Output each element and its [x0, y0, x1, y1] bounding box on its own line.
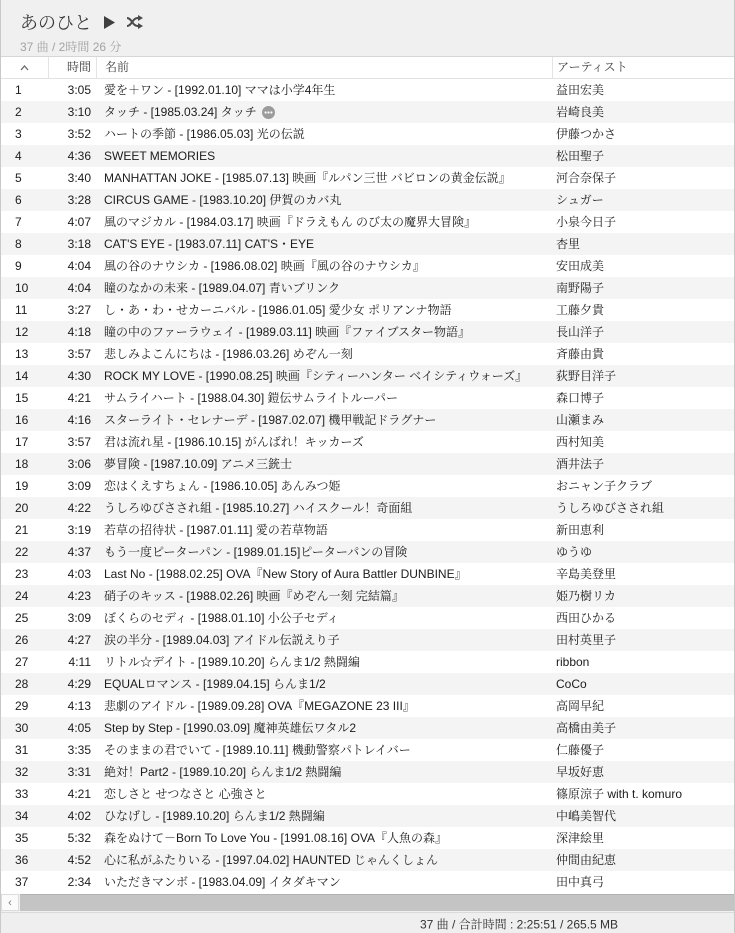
- row-number: 25: [15, 611, 29, 625]
- table-row[interactable]: [1, 541, 734, 563]
- row-time: 4:03: [67, 567, 91, 581]
- row-number: 5: [15, 171, 22, 185]
- row-artist: 小泉今日子: [556, 215, 617, 229]
- row-time: 4:22: [67, 501, 91, 515]
- table-row[interactable]: [1, 233, 734, 255]
- row-time: 3:52: [67, 127, 91, 141]
- shuffle-icon: [126, 15, 145, 29]
- scroll-left-button[interactable]: ‹: [1, 894, 19, 911]
- row-number: 36: [15, 853, 29, 867]
- row-number: 19: [15, 479, 29, 493]
- row-artist: 岩崎良美: [556, 105, 605, 119]
- row-artist: 益田宏美: [556, 83, 605, 97]
- row-number: 30: [15, 721, 29, 735]
- row-number: 11: [15, 303, 28, 317]
- row-artist: おニャン子クラブ: [556, 479, 653, 493]
- scrollbar-thumb[interactable]: [20, 894, 734, 911]
- table-row[interactable]: [1, 409, 734, 431]
- row-time: 4:02: [67, 809, 91, 823]
- row-artist: 西田ひかる: [556, 611, 617, 625]
- row-name: CAT'S EYE - [1983.07.11] CAT'S・EYE: [104, 237, 315, 251]
- sort-ascending-icon: [20, 65, 29, 71]
- table-row[interactable]: [1, 475, 734, 497]
- play-icon: [102, 15, 116, 30]
- row-name: EQUALロマンス - [1989.04.15] らんま1/2: [104, 677, 326, 691]
- row-artist: 工藤夕貴: [556, 303, 605, 317]
- row-number: 26: [15, 633, 29, 647]
- row-time: 3:35: [67, 743, 91, 757]
- row-artist: 河合奈保子: [556, 171, 617, 185]
- table-row[interactable]: [1, 431, 734, 453]
- row-time: 4:07: [67, 215, 91, 229]
- table-row[interactable]: [1, 739, 734, 761]
- row-artist: 山瀬まみ: [556, 413, 605, 427]
- column-header-artist[interactable]: アーティスト: [552, 57, 734, 78]
- row-time: 3:31: [67, 765, 91, 779]
- table-row[interactable]: [1, 211, 734, 233]
- row-name: 絶対！Part2 - [1989.10.20] らんま1/2 熱闘編: [104, 765, 342, 779]
- row-name: 涙の半分 - [1989.04.03] アイドル伝説えり子: [104, 633, 340, 647]
- row-name: うしろゆびさされ組 - [1985.10.27] ハイスクール！奇面組: [104, 501, 413, 515]
- row-name: SWEET MEMORIES: [104, 149, 216, 163]
- table-row[interactable]: [1, 387, 734, 409]
- row-artist: 姫乃樹リカ: [556, 589, 616, 603]
- table-header: [1, 57, 734, 79]
- row-artist: シュガー: [556, 193, 604, 207]
- row-time: 4:16: [67, 413, 91, 427]
- row-number: 12: [15, 325, 29, 339]
- row-artist: 田中真弓: [556, 875, 605, 889]
- row-name: ROCK MY LOVE - [1990.08.25] 映画『シティーハンター ベイシティウォーズ』: [104, 369, 528, 383]
- row-name: サムライハート - [1988.04.30] 鎧伝サムライトルーパー: [104, 391, 398, 405]
- row-artist: 南野陽子: [556, 281, 605, 295]
- row-time: 4:29: [67, 677, 91, 691]
- row-number: 31: [15, 743, 29, 757]
- row-name: 心に私がふたりいる - [1997.04.02] HAUNTED じゃんくしょん: [104, 853, 439, 867]
- playlist-summary: 37 曲 / 2時間 26 分: [20, 40, 122, 54]
- row-name: 夢冒険 - [1987.10.09] アニメ三銃士: [104, 457, 293, 471]
- row-time: 3:05: [67, 83, 91, 97]
- row-artist: 荻野目洋子: [556, 369, 617, 383]
- row-time: 4:27: [67, 633, 91, 647]
- row-number: 23: [15, 567, 29, 581]
- row-name: 君は流れ星 - [1986.10.15] がんばれ！キッカーズ: [104, 435, 364, 449]
- row-name: Last No - [1988.02.25] OVA『New Story of Aura Battler DUNBINE』: [104, 567, 467, 581]
- row-artist: 仲間由紀恵: [556, 853, 617, 867]
- table-row[interactable]: [1, 871, 734, 893]
- row-artist: 長山洋子: [556, 325, 605, 339]
- table-row[interactable]: [1, 761, 734, 783]
- row-number: 2: [15, 105, 22, 119]
- row-time: 4:11: [68, 655, 91, 669]
- row-number: 33: [15, 787, 29, 801]
- row-number: 21: [15, 523, 29, 537]
- row-name: 森をぬけて－Born To Love You - [1991.08.16] OVA『人魚の森』: [104, 831, 448, 845]
- row-artist: CoCo: [556, 677, 587, 691]
- row-time: 2:34: [67, 875, 91, 889]
- row-number: 10: [15, 281, 29, 295]
- row-time: 3:40: [67, 171, 91, 185]
- row-time: 5:32: [67, 831, 91, 845]
- table-row[interactable]: [1, 123, 734, 145]
- row-time: 4:36: [67, 149, 91, 163]
- table-row[interactable]: [1, 453, 734, 475]
- row-time: 3:57: [67, 435, 91, 449]
- row-artist: 辛島美登里: [556, 567, 617, 581]
- table-row[interactable]: [1, 167, 734, 189]
- row-name: 恋はくえすちょん - [1986.10.05] あんみつ姫: [104, 479, 341, 493]
- row-number: 9: [15, 259, 22, 273]
- row-name: 悲劇のアイドル - [1989.09.28] OVA『MEGAZONE 23 III』: [104, 699, 415, 713]
- column-header-number[interactable]: [1, 57, 49, 78]
- horizontal-scrollbar[interactable]: [1, 894, 734, 912]
- table-row[interactable]: [1, 321, 734, 343]
- row-number: 35: [15, 831, 29, 845]
- row-name: 瞳のなかの未来 - [1989.04.07] 青いブリンク: [104, 281, 341, 295]
- row-artist: ribbon: [556, 655, 590, 669]
- table-row[interactable]: [1, 827, 734, 849]
- table-row[interactable]: [1, 805, 734, 827]
- row-artist: 安田成美: [556, 259, 605, 273]
- table-row[interactable]: [1, 563, 734, 585]
- track-list: [1, 79, 734, 893]
- row-name: リトル☆デイト - [1989.10.20] らんま1/2 熱闘編: [104, 655, 360, 669]
- row-number: 6: [15, 193, 22, 207]
- playlist-header: [1, 0, 734, 57]
- table-row[interactable]: [1, 783, 734, 805]
- row-number: 28: [15, 677, 29, 691]
- row-artist: 高橋由美子: [556, 721, 617, 735]
- row-artist: 深津絵里: [556, 831, 605, 845]
- table-row[interactable]: [1, 607, 734, 629]
- table-row[interactable]: [1, 673, 734, 695]
- row-number: 16: [15, 413, 29, 427]
- row-name: MANHATTAN JOKE - [1985.07.13] 映画『ルパン三世 バビロンの黄金伝説』: [104, 171, 511, 185]
- row-time: 4:37: [67, 545, 91, 559]
- row-name: 悲しみよこんにちは - [1986.03.26] めぞん一刻: [104, 347, 353, 361]
- row-number: 15: [15, 391, 29, 405]
- row-time: 3:28: [67, 193, 91, 207]
- row-artist: 田村英里子: [556, 633, 617, 647]
- row-artist: 篠原涼子 with t. komuro: [556, 787, 683, 801]
- table-row[interactable]: [1, 585, 734, 607]
- row-time: 3:09: [67, 479, 91, 493]
- row-number: 24: [15, 589, 29, 603]
- row-name: し・あ・わ・せカーニバル - [1986.01.05] 愛少女 ポリアンナ物語: [104, 303, 452, 317]
- table-row[interactable]: [1, 519, 734, 541]
- row-artist: 西村知美: [556, 435, 605, 449]
- row-artist: 伊藤つかさ: [556, 127, 617, 141]
- row-name: 風の谷のナウシカ - [1986.08.02] 映画『風の谷のナウシカ』: [104, 259, 425, 273]
- table-row[interactable]: [1, 299, 734, 321]
- row-name: 若草の招待状 - [1987.01.11] 愛の若草物語: [104, 523, 328, 537]
- row-number: 34: [15, 809, 29, 823]
- row-number: 8: [15, 237, 22, 251]
- row-time: 4:30: [67, 369, 91, 383]
- row-number: 1: [15, 83, 22, 97]
- row-artist: ゆうゆ: [556, 545, 593, 559]
- play-button[interactable]: [102, 15, 116, 30]
- row-artist: うしろゆびさされ組: [556, 501, 665, 515]
- row-number: 37: [15, 875, 29, 889]
- row-artist: 新田恵利: [556, 523, 605, 537]
- row-name: ひなげし - [1989.10.20] らんま1/2 熱闘編: [104, 809, 325, 823]
- row-artist: 杏里: [556, 237, 581, 251]
- row-name: ぼくらのセディ - [1988.01.10] 小公子セディ: [104, 611, 339, 625]
- row-time: 3:19: [67, 523, 91, 537]
- row-number: 20: [15, 501, 29, 515]
- row-name: スターライト・セレナーデ - [1987.02.07] 機甲戦記ドラグナー: [104, 413, 437, 427]
- row-time: 3:18: [67, 237, 91, 251]
- table-row[interactable]: [1, 849, 734, 871]
- table-row[interactable]: [1, 695, 734, 717]
- row-name: CIRCUS GAME - [1983.10.20] 伊賀のカバ丸: [104, 193, 342, 207]
- status-bar: [1, 912, 734, 933]
- row-time: 4:52: [67, 853, 91, 867]
- row-artist: 早坂好恵: [556, 765, 605, 779]
- row-name: Step by Step - [1990.03.09] 魔神英雄伝ワタル2: [104, 721, 356, 735]
- row-name: 硝子のキッス - [1988.02.26] 映画『めぞん一刻 完結篇』: [104, 589, 404, 603]
- row-number: 29: [15, 699, 29, 713]
- row-number: 32: [15, 765, 29, 779]
- row-number: 4: [15, 149, 22, 163]
- playlist-title: あのひと: [20, 13, 92, 33]
- table-row[interactable]: [1, 145, 734, 167]
- row-artist: 仁藤優子: [556, 743, 605, 757]
- row-number: 27: [15, 655, 29, 669]
- table-row[interactable]: [1, 101, 734, 123]
- row-name: いただきマンボ - [1983.04.09] イタダキマン: [104, 875, 341, 889]
- table-row[interactable]: [1, 277, 734, 299]
- table-row[interactable]: [1, 255, 734, 277]
- row-number: 18: [15, 457, 29, 471]
- row-time: 3:57: [67, 347, 91, 361]
- row-number: 17: [15, 435, 29, 449]
- row-artist: 中嶋美智代: [556, 809, 617, 823]
- more-dots-icon[interactable]: [262, 106, 275, 119]
- table-row[interactable]: [1, 79, 734, 101]
- table-row[interactable]: [1, 651, 734, 673]
- row-artist: 松田聖子: [556, 149, 605, 163]
- shuffle-button[interactable]: [126, 15, 145, 29]
- row-time: 4:21: [67, 391, 91, 405]
- table-row[interactable]: [1, 365, 734, 387]
- row-number: 3: [15, 127, 22, 141]
- row-number: 22: [15, 545, 29, 559]
- row-time: 4:04: [67, 281, 91, 295]
- row-time: 4:18: [67, 325, 91, 339]
- row-name: ハートの季節 - [1986.05.03] 光の伝説: [104, 127, 305, 141]
- table-row[interactable]: [1, 497, 734, 519]
- row-name: 恋しさと せつなさと 心強さと: [104, 787, 267, 801]
- row-number: 7: [15, 215, 22, 229]
- row-time: 3:06: [67, 457, 91, 471]
- table-row[interactable]: [1, 343, 734, 365]
- table-row[interactable]: [1, 629, 734, 651]
- row-artist: 高岡早紀: [556, 699, 605, 713]
- row-time: 3:09: [67, 611, 91, 625]
- row-number: 14: [15, 369, 29, 383]
- row-time: 3:10: [67, 105, 91, 119]
- row-time: 4:23: [67, 589, 91, 603]
- row-time: 4:13: [67, 699, 91, 713]
- table-row[interactable]: [1, 717, 734, 739]
- row-time: 4:04: [67, 259, 91, 273]
- row-artist: 酒井法子: [556, 457, 605, 471]
- row-name: 愛を＋ワン - [1992.01.10] ママは小学4年生: [104, 83, 336, 97]
- row-name: タッチ - [1985.03.24] タッチ: [96, 101, 552, 123]
- row-name: 風のマジカル - [1984.03.17] 映画『ドラえもん のび太の魔界大冒険』: [104, 215, 477, 229]
- row-name: 瞳の中のファーラウェイ - [1989.03.11] 映画『ファイブスター物語』: [104, 325, 471, 339]
- row-time: 4:05: [67, 721, 91, 735]
- column-header-time[interactable]: 時間: [66, 60, 91, 74]
- row-time: 4:21: [67, 787, 91, 801]
- row-time: 3:27: [67, 303, 91, 317]
- row-artist: 斉藤由貴: [556, 347, 605, 361]
- table-row[interactable]: [1, 189, 734, 211]
- row-artist: 森口博子: [556, 391, 605, 405]
- row-name: そのままの君でいて - [1989.10.11] 機動警察パトレイバー: [104, 743, 411, 757]
- row-name: もう一度ピーターパン - [1989.01.15]ピーターパンの冒険: [104, 545, 408, 559]
- column-header-name[interactable]: 名前: [96, 57, 552, 78]
- status-summary: 37 曲 / 合計時間 : 2:25:51 / 265.5 MB: [419, 917, 619, 931]
- row-number: 13: [15, 347, 29, 361]
